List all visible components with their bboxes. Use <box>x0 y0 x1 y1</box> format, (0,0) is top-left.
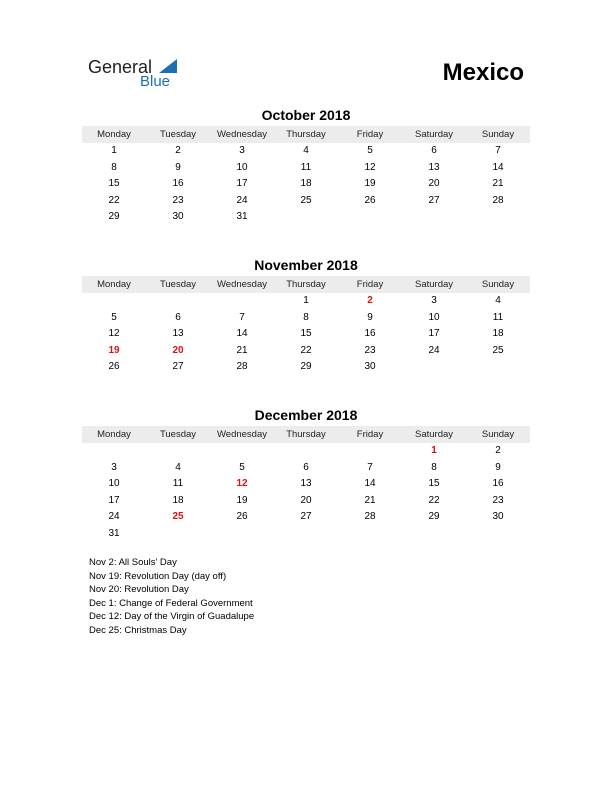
weekday-label: Thursday <box>286 429 326 440</box>
day-cell <box>82 443 146 460</box>
day-cell: 20 <box>300 494 312 506</box>
day-cell <box>338 443 402 460</box>
week-row <box>82 193 530 210</box>
day-cell: 19 <box>236 494 248 506</box>
holiday-note: Dec 25: Christmas Day <box>89 624 187 636</box>
day-cell: 10 <box>108 478 120 490</box>
day-cell: 13 <box>428 161 440 173</box>
day-cell: 27 <box>428 194 440 206</box>
day-cell: 26 <box>364 194 376 206</box>
week-row <box>82 460 530 477</box>
weekday-label: Monday <box>97 429 131 440</box>
day-cell: 16 <box>492 478 504 490</box>
day-cell: 31 <box>236 211 248 223</box>
day-cell: 29 <box>428 511 440 523</box>
day-cell: 12 <box>108 328 120 340</box>
day-cell: 2 <box>495 445 501 456</box>
day-cell: 28 <box>492 194 504 206</box>
weekday-label: Saturday <box>414 129 454 140</box>
day-cell: 30 <box>172 211 184 223</box>
day-cell: 5 <box>111 311 117 323</box>
week-row <box>82 209 530 226</box>
day-cell: 12 <box>364 161 376 173</box>
weekday-label: Sunday <box>481 279 515 290</box>
day-cell: 6 <box>303 461 309 473</box>
day-cell: 24 <box>108 511 120 523</box>
day-cell <box>402 209 466 226</box>
weekday-label: Friday <box>356 129 384 140</box>
day-cell: 29 <box>108 211 120 223</box>
day-cell: 6 <box>175 311 181 323</box>
week-row <box>82 526 530 543</box>
day-cell: 20 <box>428 178 440 190</box>
day-cell: 3 <box>239 145 245 156</box>
day-cell <box>210 443 274 460</box>
day-cell: 25 <box>492 344 504 356</box>
day-cell: 30 <box>364 361 376 373</box>
day-cell: 29 <box>300 361 312 373</box>
day-cell: 11 <box>492 311 504 323</box>
day-cell <box>402 359 466 376</box>
week-row <box>82 493 530 510</box>
day-cell <box>146 293 210 310</box>
weekday-label: Wednesday <box>217 279 267 290</box>
holiday-day-cell: 19 <box>108 344 120 356</box>
week-row <box>82 476 530 493</box>
day-cell: 19 <box>364 178 376 190</box>
weekday-header-row <box>82 126 530 143</box>
day-cell: 26 <box>108 361 120 373</box>
day-cell: 30 <box>492 511 504 523</box>
day-cell: 14 <box>492 161 504 173</box>
holiday-note: Dec 12: Day of the Virgin of Guadalupe <box>89 611 255 623</box>
weekday-label: Friday <box>356 279 384 290</box>
day-cell: 13 <box>300 478 312 490</box>
month-title: November 2018 <box>254 257 358 273</box>
week-row <box>82 509 530 526</box>
day-cell <box>82 293 146 310</box>
holiday-day-cell: 12 <box>236 478 248 490</box>
day-cell: 17 <box>428 328 440 340</box>
day-cell: 26 <box>236 511 248 523</box>
day-cell: 9 <box>495 461 501 473</box>
day-cell: 31 <box>108 527 120 539</box>
day-cell: 13 <box>172 328 184 340</box>
day-cell: 1 <box>303 295 309 306</box>
day-cell <box>466 359 530 376</box>
week-row <box>82 443 530 460</box>
month-title: December 2018 <box>254 407 358 423</box>
weekday-label: Monday <box>97 279 131 290</box>
weekday-label: Tuesday <box>159 429 197 440</box>
weekday-label: Tuesday <box>159 129 197 140</box>
day-cell: 25 <box>300 194 312 206</box>
day-cell: 8 <box>303 311 309 323</box>
weekday-label: Tuesday <box>159 279 197 290</box>
day-cell <box>274 209 338 226</box>
week-row <box>82 326 530 343</box>
day-cell: 10 <box>428 311 440 323</box>
day-cell: 23 <box>172 194 184 206</box>
day-cell: 10 <box>236 161 248 173</box>
weekday-label: Monday <box>97 129 131 140</box>
day-cell: 22 <box>108 194 120 206</box>
day-cell: 21 <box>236 344 248 356</box>
day-cell: 18 <box>172 494 184 506</box>
day-cell: 23 <box>492 494 504 506</box>
logo-blue-text: Blue <box>140 73 171 90</box>
day-cell: 4 <box>303 145 309 156</box>
day-cell <box>466 209 530 226</box>
day-cell <box>402 526 466 543</box>
day-cell <box>338 209 402 226</box>
day-cell <box>466 526 530 543</box>
day-cell: 27 <box>172 361 184 373</box>
logo-triangle-icon <box>159 59 177 73</box>
holiday-note: Nov 2: All Souls’ Day <box>89 557 177 568</box>
day-cell: 28 <box>364 511 376 523</box>
day-cell: 3 <box>111 461 117 473</box>
week-row <box>82 310 530 327</box>
country-title: Mexico <box>442 59 524 86</box>
weekday-label: Saturday <box>414 429 454 440</box>
day-cell: 4 <box>175 461 181 473</box>
day-cell: 28 <box>236 361 248 373</box>
day-cell <box>274 526 338 543</box>
day-cell: 3 <box>431 295 437 306</box>
day-cell <box>210 526 274 543</box>
day-cell: 16 <box>364 328 376 340</box>
generalblue-logo <box>88 56 188 92</box>
holiday-day-cell: 20 <box>172 344 184 356</box>
week-row <box>82 293 530 310</box>
day-cell: 2 <box>175 145 181 156</box>
day-cell: 9 <box>367 311 373 323</box>
weekday-label: Friday <box>356 429 384 440</box>
day-cell: 21 <box>492 178 504 190</box>
day-cell: 5 <box>239 461 245 473</box>
day-cell: 15 <box>428 478 440 490</box>
holiday-note: Nov 20: Revolution Day <box>89 584 189 596</box>
weekday-header-row <box>82 426 530 443</box>
day-cell: 18 <box>492 328 504 340</box>
logo-general-text: General <box>88 57 153 77</box>
holiday-day-cell: 25 <box>172 511 184 523</box>
day-cell: 14 <box>236 328 248 340</box>
month-title: October 2018 <box>261 107 351 123</box>
day-cell: 22 <box>428 494 440 506</box>
holiday-day-cell: 2 <box>367 295 373 306</box>
day-cell: 23 <box>364 344 376 356</box>
weekday-label: Wednesday <box>217 129 267 140</box>
weekday-label: Wednesday <box>217 429 267 440</box>
day-cell: 7 <box>239 311 245 323</box>
day-cell: 8 <box>431 461 437 473</box>
weekday-label: Sunday <box>481 129 515 140</box>
weekday-label: Thursday <box>286 129 326 140</box>
day-cell: 1 <box>111 145 117 156</box>
day-cell: 14 <box>364 478 376 490</box>
month-november <box>82 256 530 376</box>
day-cell: 24 <box>236 194 248 206</box>
day-cell: 21 <box>364 494 376 506</box>
day-cell: 11 <box>172 478 184 490</box>
day-cell: 16 <box>172 178 184 190</box>
day-cell: 11 <box>300 161 312 173</box>
day-cell: 9 <box>175 161 181 173</box>
day-cell <box>338 526 402 543</box>
holiday-note: Dec 1: Change of Federal Government <box>89 597 253 609</box>
day-cell: 22 <box>300 344 312 356</box>
weekday-label: Sunday <box>481 429 515 440</box>
day-cell: 5 <box>367 145 373 156</box>
holiday-day-cell: 1 <box>431 445 437 456</box>
day-cell: 4 <box>495 295 501 306</box>
day-cell <box>210 293 274 310</box>
week-row <box>82 359 530 376</box>
day-cell: 8 <box>111 161 117 173</box>
day-cell: 7 <box>367 461 373 473</box>
day-cell: 7 <box>495 145 501 156</box>
day-cell: 24 <box>428 344 440 356</box>
weekday-label: Thursday <box>286 279 326 290</box>
weekday-header-row <box>82 276 530 293</box>
month-october <box>82 106 530 226</box>
week-row <box>82 176 530 193</box>
day-cell: 18 <box>300 178 312 190</box>
day-cell: 17 <box>108 494 120 506</box>
week-row <box>82 143 530 160</box>
day-cell: 6 <box>431 145 437 156</box>
day-cell <box>146 443 210 460</box>
month-december <box>82 406 530 543</box>
day-cell: 15 <box>108 178 120 190</box>
weekday-label: Saturday <box>414 279 454 290</box>
day-cell <box>146 526 210 543</box>
holiday-notes <box>89 556 254 638</box>
day-cell: 17 <box>236 178 248 190</box>
day-cell <box>274 443 338 460</box>
day-cell: 27 <box>300 511 312 523</box>
week-row <box>82 160 530 177</box>
week-row <box>82 343 530 360</box>
day-cell: 15 <box>300 328 312 340</box>
holiday-note: Nov 19: Revolution Day (day off) <box>89 570 227 582</box>
